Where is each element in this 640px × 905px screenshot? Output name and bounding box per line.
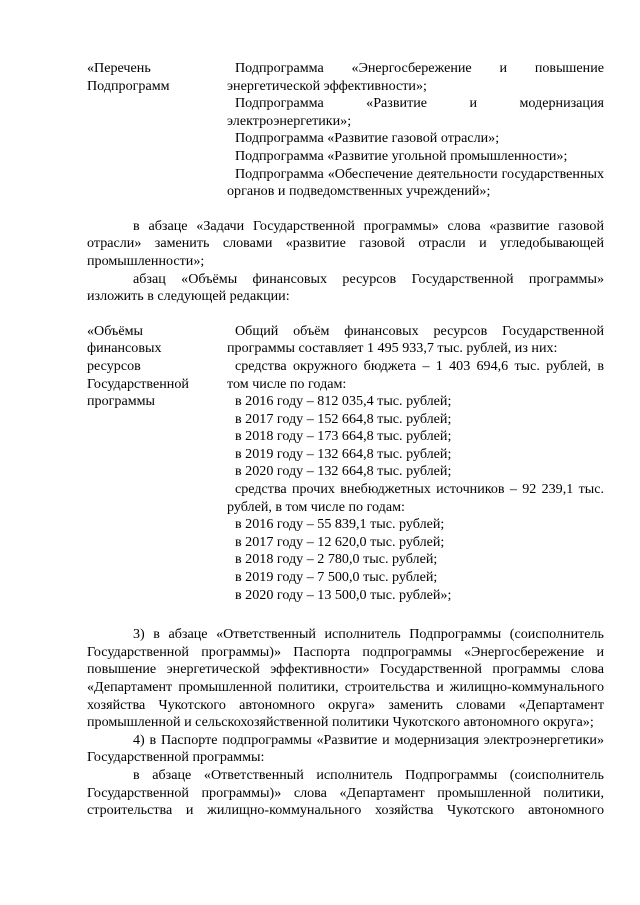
subprogram-item: Подпрограмма «Обеспечение деятельности государственных органов и подведомственных учреждений»; xyxy=(227,165,604,200)
subprogram-item: Подпрограмма «Развитие газовой отрасли»; xyxy=(235,130,500,147)
paragraph-item-4: 4) в Паспорте подпрограммы «Развитие и модернизация электроэнергетики» Государственной программы: xyxy=(87,731,604,766)
okrug-year-item: в 2020 году – 132 664,8 тыс. рублей; xyxy=(235,463,452,480)
paragraph-item-4-detail: в абзаце «Ответственный исполнитель Подпрограммы (соисполнитель Государственной программы)» слова «Департамент промышленной политики, строительства и жилищно-коммунального хозяйства Чукотского автономного xyxy=(87,766,604,819)
financing-total: Общий объём финансовых ресурсов Государственной программы составляет 1 495 933,7 тыс. рублей, из них: xyxy=(227,322,604,357)
subprograms-list-row xyxy=(87,60,604,201)
document-page xyxy=(87,60,604,820)
okrug-year-item: в 2019 году – 132 664,8 тыс. рублей; xyxy=(235,445,452,462)
label-line: «Перечень xyxy=(87,60,151,76)
subprograms-list-content xyxy=(227,60,604,201)
subprogram-item: Подпрограмма «Развитие и модернизация электроэнергетики»; xyxy=(227,95,604,129)
label-line: финансовых xyxy=(87,340,162,357)
financing-label xyxy=(87,323,227,605)
paragraph-tasks: в абзаце «Задачи Государственной программы» слова «развитие газовой отрасли» заменить словами «развитие газовой отрасли и угледобывающей промышленности»; xyxy=(87,217,604,269)
subprogram-item: Подпрограмма «Энергосбережение и повышение энергетической эффективности»; xyxy=(227,60,604,94)
other-year-item: в 2018 году – 2 780,0 тыс. рублей; xyxy=(235,551,438,568)
label-line: Подпрограмм xyxy=(87,77,170,94)
financing-content xyxy=(227,323,604,605)
other-sources-header: средства прочих внебюджетных источников – 92 239,1 тыс. рублей, в том числе по годам: xyxy=(227,481,604,515)
label-line: «Объёмы xyxy=(87,322,143,339)
label-line: Государственной xyxy=(87,375,189,392)
okrug-year-item: в 2016 году – 812 035,4 тыс. рублей; xyxy=(235,393,452,410)
other-year-item: в 2020 году – 13 500,0 тыс. рублей»; xyxy=(235,586,452,603)
other-year-item: в 2017 году – 12 620,0 тыс. рублей; xyxy=(235,533,445,550)
paragraph-volumes-intro: абзац «Объёмы финансовых ресурсов Государственной программы» изложить в следующей редакции: xyxy=(87,270,604,305)
label-line: программы xyxy=(87,393,156,410)
label-line: ресурсов xyxy=(87,357,141,374)
okrug-year-item: в 2018 году – 173 664,8 тыс. рублей; xyxy=(235,428,452,445)
okrug-budget-header: средства окружного бюджета – 1 403 694,6 тыс. рублей, в том числе по годам: xyxy=(227,357,604,392)
other-year-item: в 2019 году – 7 500,0 тыс. рублей; xyxy=(235,569,438,586)
financing-row xyxy=(87,323,604,605)
subprograms-list-label xyxy=(87,60,227,201)
okrug-year-item: в 2017 году – 152 664,8 тыс. рублей; xyxy=(235,410,452,427)
subprogram-item: Подпрограмма «Развитие угольной промышленности»; xyxy=(235,147,568,164)
other-year-item: в 2016 году – 55 839,1 тыс. рублей; xyxy=(235,516,445,533)
paragraph-item-3: 3) в абзаце «Ответственный исполнитель Подпрограммы (соисполнитель Государственной программы)» Паспорта подпрограммы «Энергосбережение и повышение энергетической эффективности» Государственной программы слова «Департамент промышленной политики, строительства и жилищно-коммунального хозяйства Чукотского автономного округа» заменить словами «Департамент промышленной и сельскохозяйственной политики Чукотского автономного округа»; xyxy=(87,626,604,731)
